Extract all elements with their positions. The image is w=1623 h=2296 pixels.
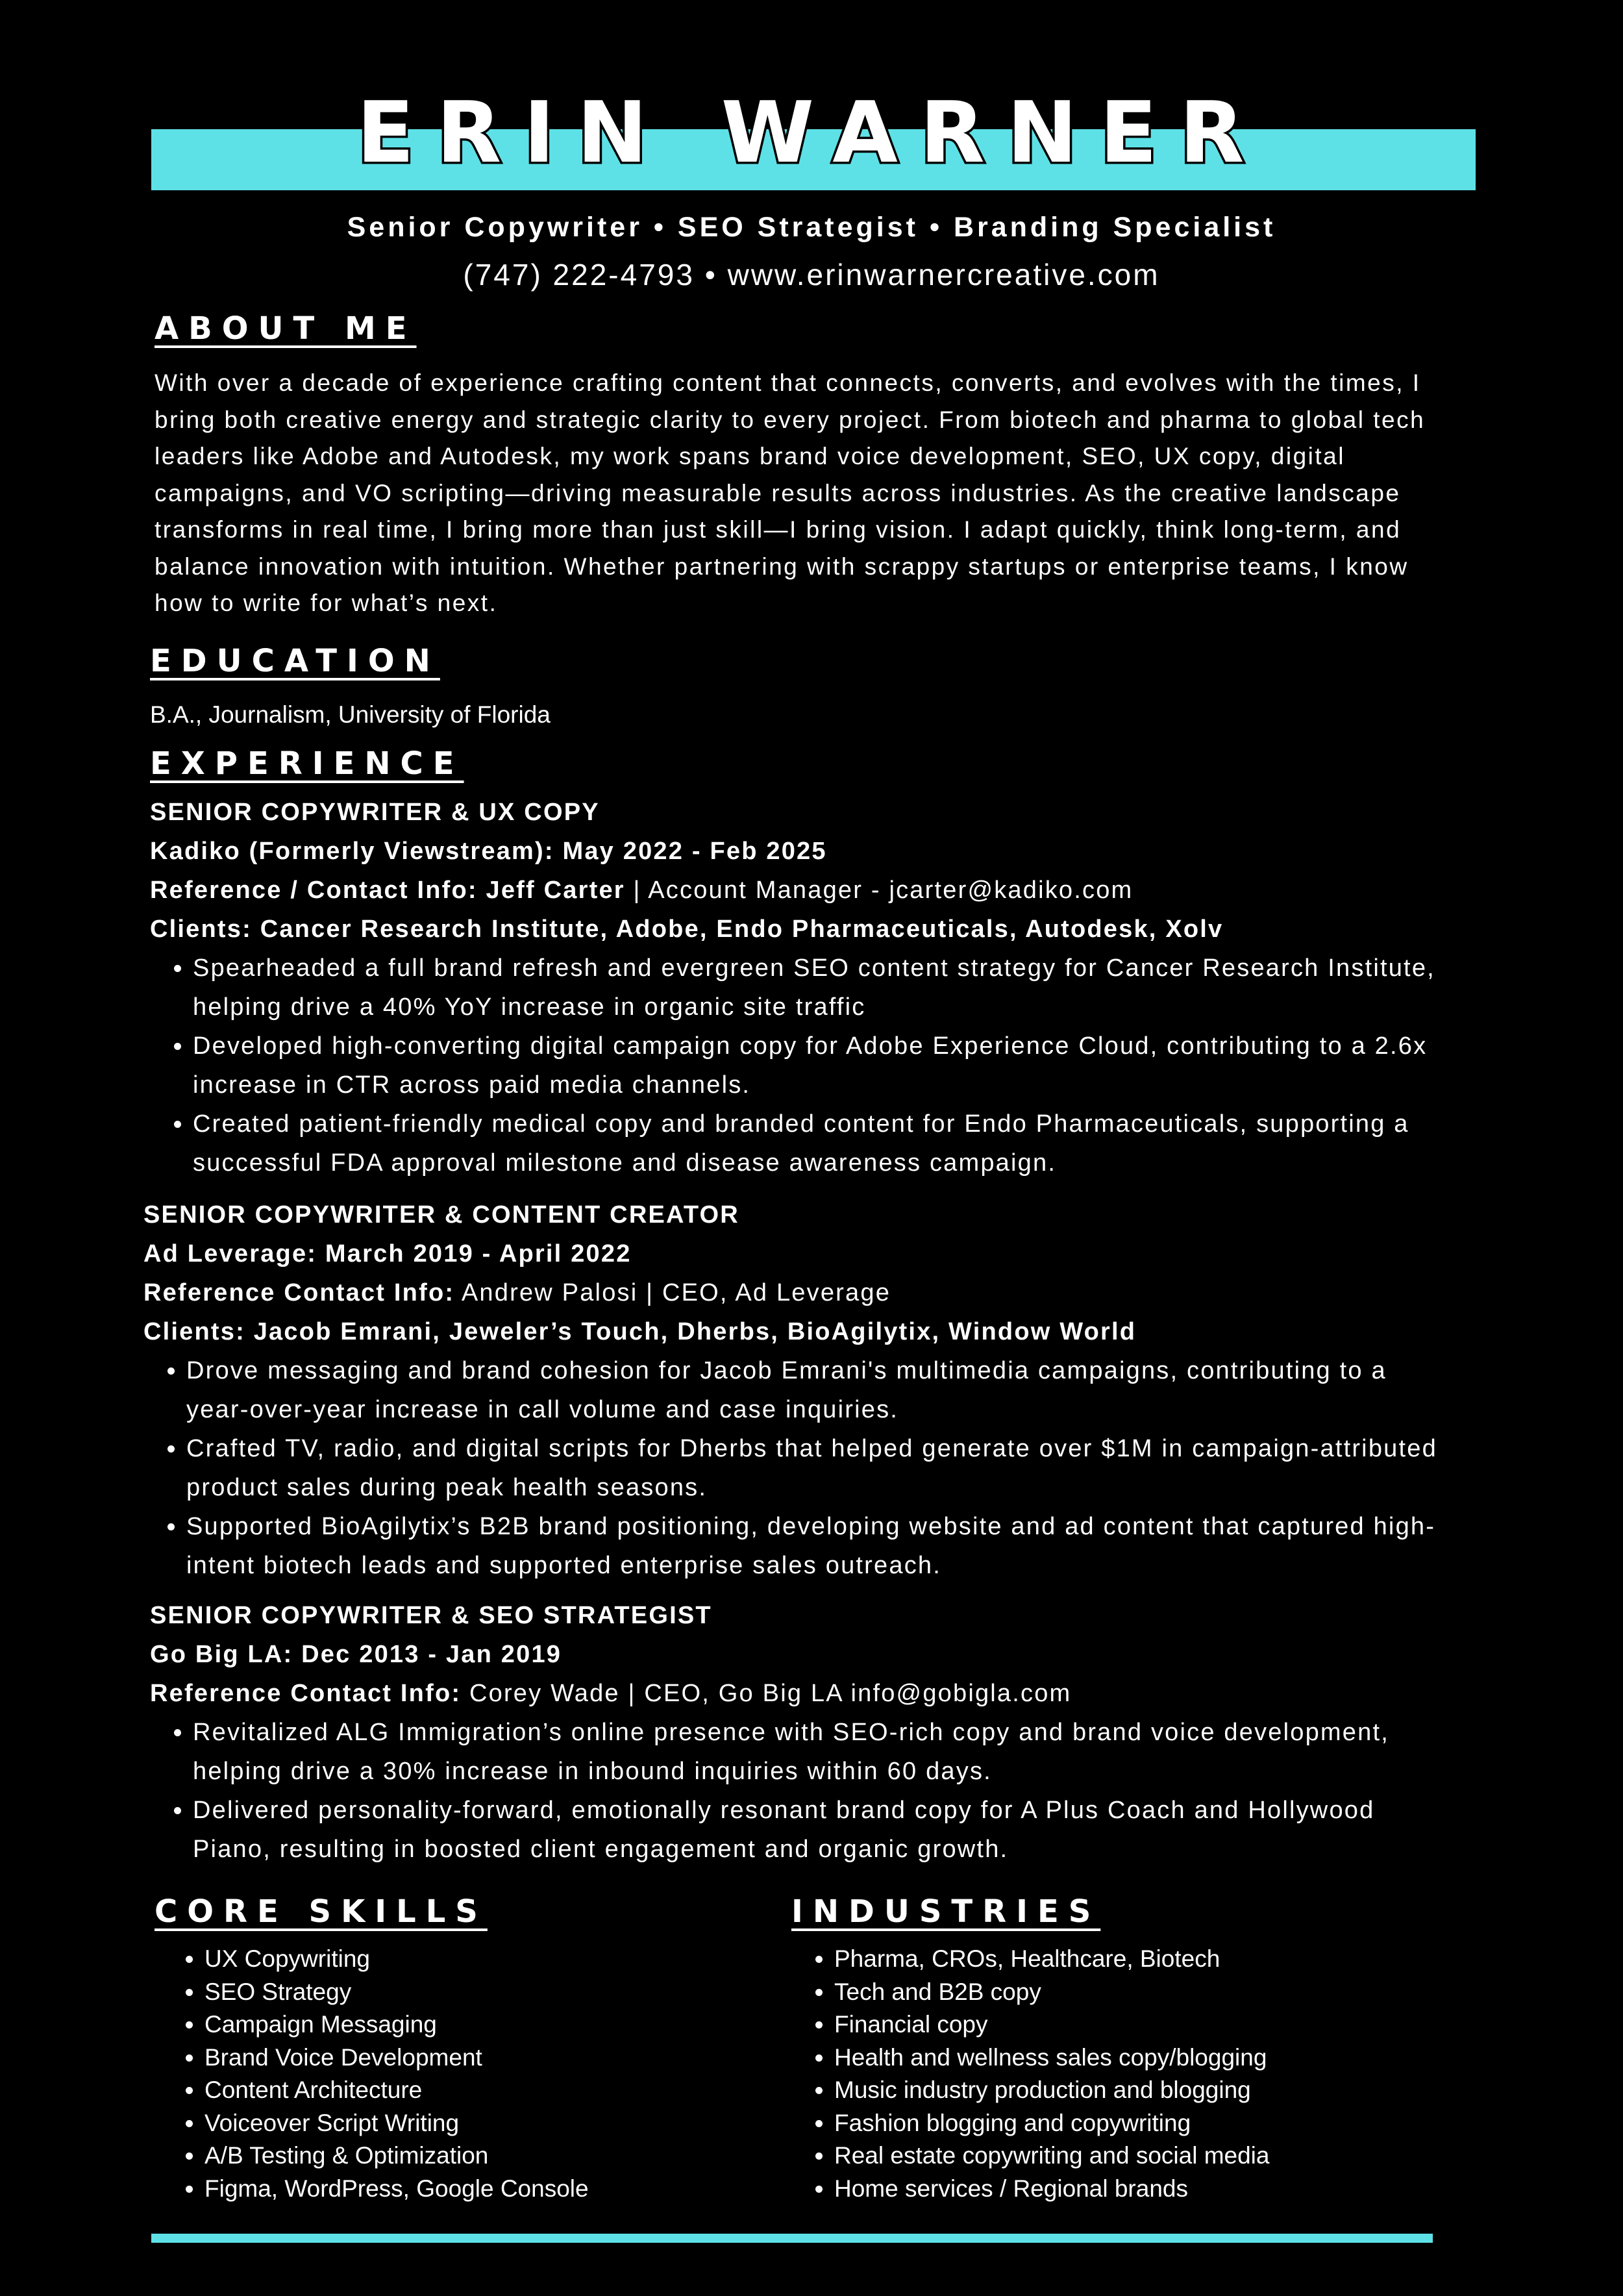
industry-item: • Financial copy — [834, 2008, 1464, 2041]
tagline: Senior Copywriter • SEO Strategist • Branding Specialist — [347, 212, 1276, 243]
industry-item: • Home services / Regional brands — [834, 2173, 1464, 2206]
job-reference-label: Reference / Contact Info: Jeff Carter — [150, 877, 625, 904]
job-clients — [150, 910, 1448, 949]
job-reference-value: Andrew Palosi | CEO, Ad Leverage — [454, 1279, 891, 1306]
industries-heading: INDUSTRIES — [791, 1893, 1101, 1930]
job-reference — [143, 1273, 1442, 1312]
job-bullet: • Drove messaging and brand cohesion for Jacob Emrani's multimedia campaigns, contributing to a year-over-year increase in call volume and case inquiries. — [186, 1351, 1442, 1429]
job-ad-leverage — [143, 1195, 1442, 1585]
job-company-dates: Go Big LA: Dec 2013 - Jan 2019 — [150, 1641, 562, 1668]
skills-list — [153, 1943, 802, 2205]
job-bullet: • Created patient-friendly medical copy and branded content for Endo Pharmaceuticals, supporting a successful FDA approval milestone and disease awareness campaign. — [193, 1104, 1448, 1182]
about-text: With over a decade of experience crafting content that connects, converts, and evolves with the times, I bring both creative energy and strategic clarity to every project. From biotech and pharma to global tech leaders like Adobe and Autodesk, my work spans brand voice development, SEO, UX copy, digital campaigns, and VO scripting—driving measurable results across industries. As the creative landscape transforms in real time, I bring more than just skill—I bring vision. I adapt quickly, think long-term, and balance innovation with intuition. Whether partnering with scrappy startups or enterprise teams, I know how to write for what’s next. — [155, 369, 1426, 616]
skill-item: • SEO Strategy — [204, 1976, 802, 2009]
job-role: SENIOR COPYWRITER & SEO STRATEGIST — [150, 1602, 712, 1629]
skill-item: • A/B Testing & Optimization — [204, 2140, 802, 2173]
skill-item: • Campaign Messaging — [204, 2008, 802, 2041]
job-company-dates: Kadiko (Formerly Viewstream): May 2022 - Feb 2025 — [150, 838, 827, 865]
education-heading: EDUCATION — [150, 643, 440, 679]
job-bullet: • Spearheaded a full brand refresh and evergreen SEO content strategy for Cancer Research Institute, helping drive a 40% YoY increase in organic site traffic — [193, 949, 1448, 1027]
industry-item: • Health and wellness sales copy/blogging — [834, 2041, 1464, 2075]
footer-rule — [151, 2234, 1433, 2243]
job-reference-value: Corey Wade | CEO, Go Big LA info@gobigla.com — [461, 1680, 1072, 1707]
skill-item: • Content Architecture — [204, 2074, 802, 2107]
industry-item: • Music industry production and blogging — [834, 2074, 1464, 2107]
job-bullets — [150, 1713, 1448, 1869]
job-bullet: • Revitalized ALG Immigration’s online presence with SEO-rich copy and brand voice development, helping drive a 30% increase in inbound inquiries within 60 days. — [193, 1713, 1448, 1791]
skill-item: • Voiceover Script Writing — [204, 2107, 802, 2140]
job-bullet: • Supported BioAgilytix’s B2B brand positioning, developing website and ad content that captured high-intent biotech leads and supported enterprise sales outreach. — [186, 1507, 1442, 1585]
job-bullet: • Crafted TV, radio, and digital scripts for Dherbs that helped generate over $1M in campaign-attributed product sales during peak health seasons. — [186, 1429, 1442, 1507]
industry-item: • Fashion blogging and copywriting — [834, 2107, 1464, 2140]
job-bullet: • Developed high-converting digital campaign copy for Adobe Experience Cloud, contributing to a 2.6x increase in CTR across paid media channels. — [193, 1027, 1448, 1104]
job-clients-label: Clients — [150, 916, 243, 943]
about-heading: ABOUT ME — [155, 310, 417, 347]
job-reference — [150, 1674, 1448, 1713]
industry-item: • Tech and B2B copy — [834, 1976, 1464, 2009]
industry-item: • Real estate copywriting and social media — [834, 2140, 1464, 2173]
job-reference-label: Reference Contact Info: — [150, 1680, 462, 1707]
industry-item: • Pharma, CROs, Healthcare, Biotech — [834, 1943, 1464, 1976]
skill-item: • UX Copywriting — [204, 1943, 802, 1976]
job-role: SENIOR COPYWRITER & CONTENT CREATOR — [143, 1201, 739, 1229]
job-bullets — [150, 949, 1448, 1182]
skills-heading: CORE SKILLS — [155, 1893, 488, 1930]
candidate-name: ERIN WARNER — [356, 83, 1267, 182]
job-clients-value: : Cancer Research Institute, Adobe, Endo Pharmaceuticals, Autodesk, Xolv — [242, 916, 1224, 943]
job-go-big-la — [150, 1596, 1448, 1869]
job-reference-label: Reference Contact Info: — [143, 1279, 455, 1306]
job-reference — [150, 871, 1448, 910]
job-role: SENIOR COPYWRITER & UX COPY — [150, 799, 600, 826]
industries-list — [782, 1943, 1464, 2205]
contact-info: (747) 222-4793 • www.erinwarnercreative.com — [463, 258, 1160, 292]
job-company-dates: Ad Leverage: March 2019 - April 2022 — [143, 1240, 632, 1267]
skill-item: • Figma, WordPress, Google Console — [204, 2173, 802, 2206]
experience-heading: EXPERIENCE — [150, 745, 464, 782]
education-degree: B.A., Journalism, University of Florida — [150, 701, 551, 728]
job-bullets — [143, 1351, 1442, 1585]
job-clients: Clients: Jacob Emrani, Jeweler’s Touch, Dherbs, BioAgilytix, Window World — [143, 1318, 1137, 1345]
job-kadiko — [150, 793, 1448, 1182]
skill-item: • Brand Voice Development — [204, 2041, 802, 2075]
job-reference-value: | Account Manager - jcarter@kadiko.com — [625, 877, 1134, 904]
job-bullet: • Delivered personality-forward, emotionally resonant brand copy for A Plus Coach and Hollywood Piano, resulting in boosted client engagement and organic growth. — [193, 1791, 1448, 1869]
